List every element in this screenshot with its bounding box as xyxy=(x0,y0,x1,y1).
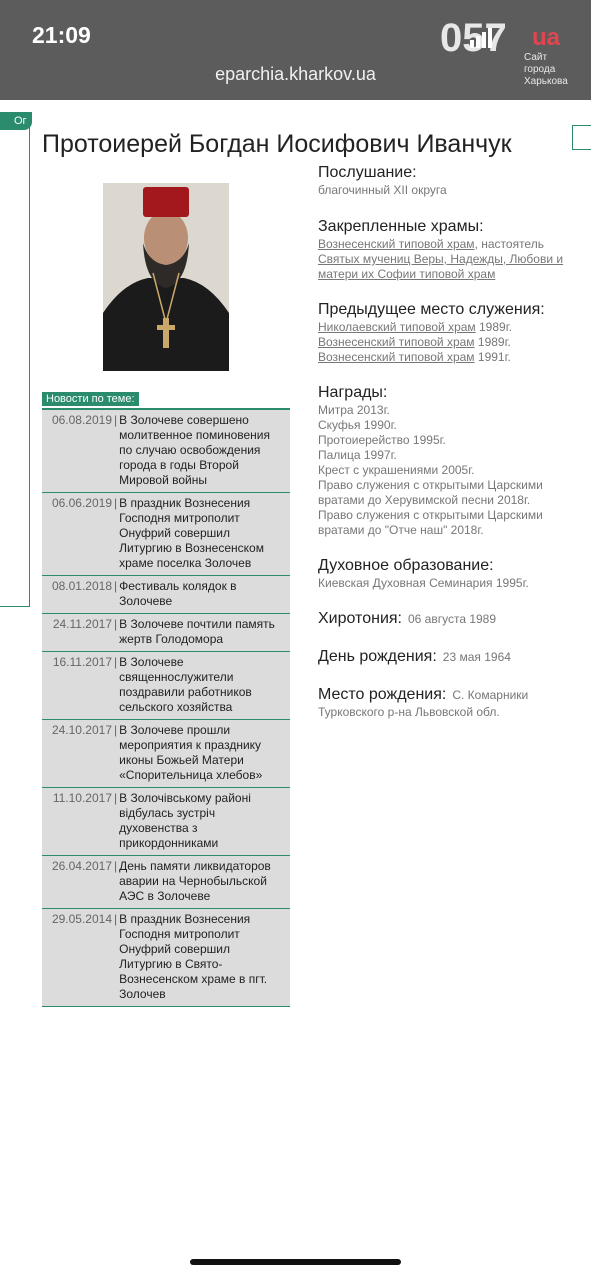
ordination-value: 06 августа 1989 xyxy=(407,612,497,626)
service-section xyxy=(318,163,583,198)
awards-section xyxy=(318,383,583,538)
temples-title: Закрепленные храмы: xyxy=(318,218,484,235)
award-item: Скуфья 1990г. xyxy=(318,418,397,432)
news-link[interactable]: В Золочеве священнослужители поздравили работников сельского хозяйства xyxy=(119,655,252,714)
home-indicator[interactable] xyxy=(190,1259,401,1265)
news-row[interactable]: 24.11.2017 | В Золочеве почтили память жертв Голодомора xyxy=(42,614,290,652)
news-row[interactable]: 06.06.2019 | В праздник Вознесения Господня митрополит Онуфрий совершил Литургию в Вознесенском храме поселка Золочев xyxy=(42,493,290,576)
news-link[interactable]: В Золочеве прошли мероприятия к празднику иконы Божьей Матери «Спорительница хлебов» xyxy=(119,723,263,782)
left-tab[interactable]: Ог xyxy=(0,112,32,130)
watermark-caption: Сайт города Харькова xyxy=(524,52,568,87)
news-link[interactable]: В праздник Вознесения Господня митрополит Онуфрий совершил Литургию в Свято-Вознесенском храме в пгт. Золочев xyxy=(119,912,268,1001)
education-section xyxy=(318,556,583,591)
browser-status-bar xyxy=(0,0,591,100)
news-row[interactable]: 16.11.2017 | В Золочеве священнослужители поздравили работников сельского хозяйства xyxy=(42,652,290,720)
award-item: Митра 2013г. xyxy=(318,403,390,417)
ordination-section xyxy=(318,609,583,629)
birthday-value: 23 мая 1964 xyxy=(442,650,511,664)
news-row[interactable]: 24.10.2017 | В Золочеве прошли мероприятия к празднику иконы Божьей Матери «Спорительница хлебов» xyxy=(42,720,290,788)
watermark-number: 057 xyxy=(440,16,507,60)
temple-link[interactable]: Святых мучениц Веры, Надежды, Любови и матери их Софии типовой храм xyxy=(318,252,564,281)
news-date: 06.08.2019 xyxy=(51,413,112,427)
news-date: 24.11.2017 xyxy=(52,617,112,631)
address-bar-url[interactable]: eparchia.kharkov.ua xyxy=(215,64,376,84)
news-date: 16.11.2017 xyxy=(52,655,112,669)
news-row[interactable]: 11.10.2017 | В Золочівському районі відбулась зустріч духовенства з прикордонниками xyxy=(42,788,290,856)
news-date: 08.01.2018 xyxy=(51,579,112,593)
birthplace-value-2: Турковского р-на Львовской обл. xyxy=(318,705,500,719)
clock: 21:09 xyxy=(32,22,91,48)
temples-section xyxy=(318,217,583,282)
right-panel-frame xyxy=(572,125,591,150)
previous-temple-link[interactable]: Вознесенский типовой храм xyxy=(318,335,475,349)
news-link[interactable]: В Золочеве почтили память жертв Голодомора xyxy=(119,617,275,646)
awards-title: Награды: xyxy=(318,384,388,401)
ordination-title: Хиротония: xyxy=(318,610,402,627)
page-title: Протоиерей Богдан Иосифович Иванчук xyxy=(42,130,512,158)
birthplace-section xyxy=(318,685,583,720)
temple-role: , настоятель xyxy=(474,237,544,251)
news-date: 26.04.2017 xyxy=(51,859,112,873)
news-date: 24.10.2017 xyxy=(51,723,112,737)
service-value: благочинный XII округа xyxy=(318,183,447,197)
award-item: Право служения с открытыми Царскими вратами до "Отче наш" 2018г. xyxy=(318,508,543,537)
news-link[interactable]: В Золочеве совершено молитвенное поминовения по случаю освобождения города в годы Второй Мировой войны xyxy=(119,413,271,487)
news-link[interactable]: В Золочівському районі відбулась зустріч духовенства з прикордонниками xyxy=(119,791,251,850)
news-link[interactable]: День памяти ликвидаторов аварии на Чернобыльской АЭС в Золочеве xyxy=(119,859,271,903)
birthplace-value: С. Комарники xyxy=(452,688,529,702)
news-link[interactable]: Фестиваль колядок в Золочеве xyxy=(119,579,237,608)
news-row[interactable]: 29.05.2014 | В праздник Вознесения Господня митрополит Онуфрий совершил Литургию в Свято-Вознесенском храме в пгт. Золочев xyxy=(42,909,290,1007)
biography-panel xyxy=(318,163,583,720)
temple-link[interactable]: Вознесенский типовой храм xyxy=(318,237,475,251)
previous-temple-link[interactable]: Вознесенский типовой храм xyxy=(318,350,475,364)
news-date: 29.05.2014 xyxy=(51,912,112,926)
news-link[interactable]: В праздник Вознесения Господня митрополит Онуфрий совершил Литургию в Вознесенском храме поселка Золочев xyxy=(119,496,264,570)
news-date: 11.10.2017 xyxy=(52,791,112,805)
award-item: Право служения с открытыми Царскими вратами до Херувимской песни 2018г. xyxy=(318,478,543,507)
priest-photo xyxy=(103,183,229,371)
previous-service-section: Предыдущее место служения: Николаевский типовой храм 1989г. Вознесенский типовой храм 1989г. Вознесенский типовой храм 1991г. xyxy=(318,300,583,365)
previous-temple-link[interactable]: Николаевский типовой храм xyxy=(318,320,476,334)
education-value: Киевская Духовная Семинария 1995г. xyxy=(318,576,529,590)
left-panel-frame xyxy=(0,125,30,607)
news-row[interactable]: 26.04.2017 | День памяти ликвидаторов аварии на Чернобыльской АЭС в Золочеве xyxy=(42,856,290,909)
service-title: Послушание: xyxy=(318,164,417,181)
birthplace-title: Место рождения: xyxy=(318,686,447,703)
news-section-label: Новости по теме: xyxy=(42,392,139,406)
birthday-section xyxy=(318,647,583,667)
news-list xyxy=(42,408,290,1007)
award-item: Крест с украшениями 2005г. xyxy=(318,463,475,477)
award-item: Протоиерейство 1995г. xyxy=(318,433,446,447)
news-row[interactable]: 08.01.2018 | Фестиваль колядок в Золочеве xyxy=(42,576,290,614)
news-date: 06.06.2019 xyxy=(51,496,112,510)
watermark-ua: ua xyxy=(532,24,561,51)
award-item: Палица 1997г. xyxy=(318,448,397,462)
birthday-title: День рождения: xyxy=(318,648,437,665)
previous-service-title: Предыдущее место служения: xyxy=(318,301,545,318)
education-title: Духовное образование: xyxy=(318,557,494,574)
news-row[interactable]: 06.08.2019 | В Золочеве совершено молитвенное поминовения по случаю освобождения города в годы Второй Мировой войны xyxy=(42,410,290,493)
